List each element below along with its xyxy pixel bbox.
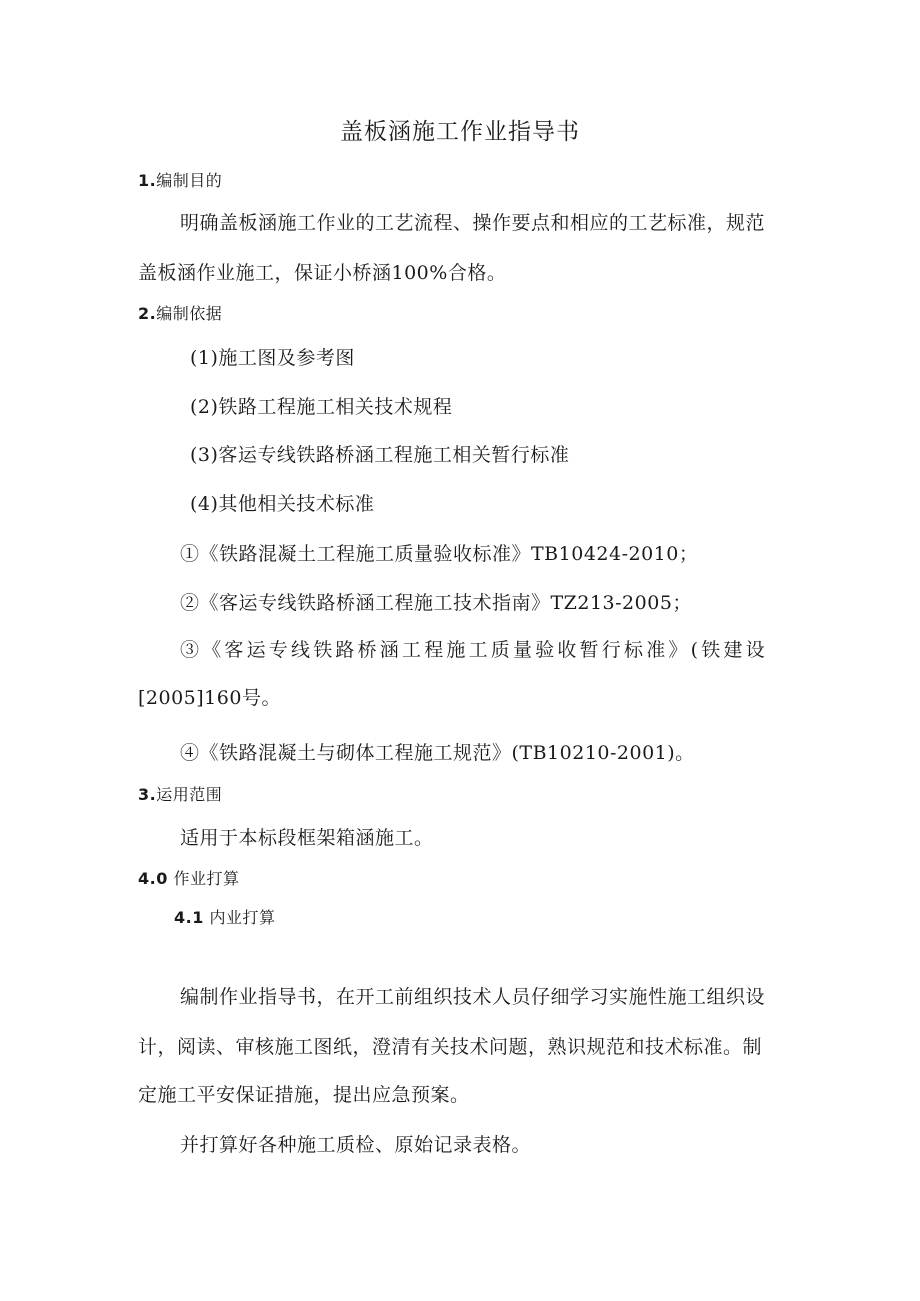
section-4-paragraph-line-1: 编制作业指导书，在开工前组织技术人员仔细学习实施性施工组织设 [180,986,766,1008]
section-4-number: 4.0 [138,869,168,888]
basis-item-2: (2)铁路工程施工相关技术规程 [190,396,453,418]
section-3-text: 适用于本标段框架箱涵施工。 [180,827,434,849]
basis-item-1: (1)施工图及参考图 [190,347,355,369]
section-4-paragraph-line-3: 定施工平安保证措施，提出应急预案。 [138,1084,470,1106]
section-3-label: 运用范围 [156,785,223,804]
section-3-heading [138,784,222,806]
section-4-paragraph-line-2: 计，阅读、审核施工图纸，澄清有关技术问题，熟识规范和技术标准。制 [138,1036,763,1058]
basis-item-4: (4)其他相关技术标准 [190,493,375,515]
standard-3-line-2: [2005]160号。 [138,687,281,709]
section-4-label: 作业打算 [173,869,240,888]
standard-2: ②《客运专线铁路桥涵工程施工技术指南》TZ213-2005； [180,592,692,614]
document-title: 盖板涵施工作业指导书 [340,119,580,145]
standard-3-line-1: ③《客运专线铁路桥涵工程施工质量验收暂行标准》(铁建设 [180,639,768,661]
section-1-label: 编制目的 [156,171,223,190]
section-3-number: 3. [138,785,157,804]
basis-item-3: (3)客运专线铁路桥涵工程施工相关暂行标准 [190,444,570,466]
section-1-paragraph-line-2: 盖板涵作业施工，保证小桥涵100%合格。 [138,262,507,284]
section-2-number: 2. [138,304,157,323]
section-2-label: 编制依据 [156,304,223,323]
section-1-number: 1. [138,171,157,190]
section-4-heading [138,868,239,890]
section-2-heading [138,303,222,325]
standard-1: ①《铁路混凝土工程施工质量验收标准》TB10424-2010； [180,543,699,565]
section-4-paragraph-2: 并打算好各种施工质检、原始记录表格。 [180,1134,532,1156]
section-1-heading [138,170,222,192]
section-4-1-heading [174,907,275,929]
section-1-paragraph-line-1: 明确盖板涵施工作业的工艺流程、操作要点和相应的工艺标准，规范 [180,212,766,234]
section-4-1-number: 4.1 [174,908,204,927]
standard-4: ④《铁路混凝土与砌体工程施工规范》(TB10210-2001)。 [180,742,695,764]
section-4-1-label: 内业打算 [209,908,276,927]
